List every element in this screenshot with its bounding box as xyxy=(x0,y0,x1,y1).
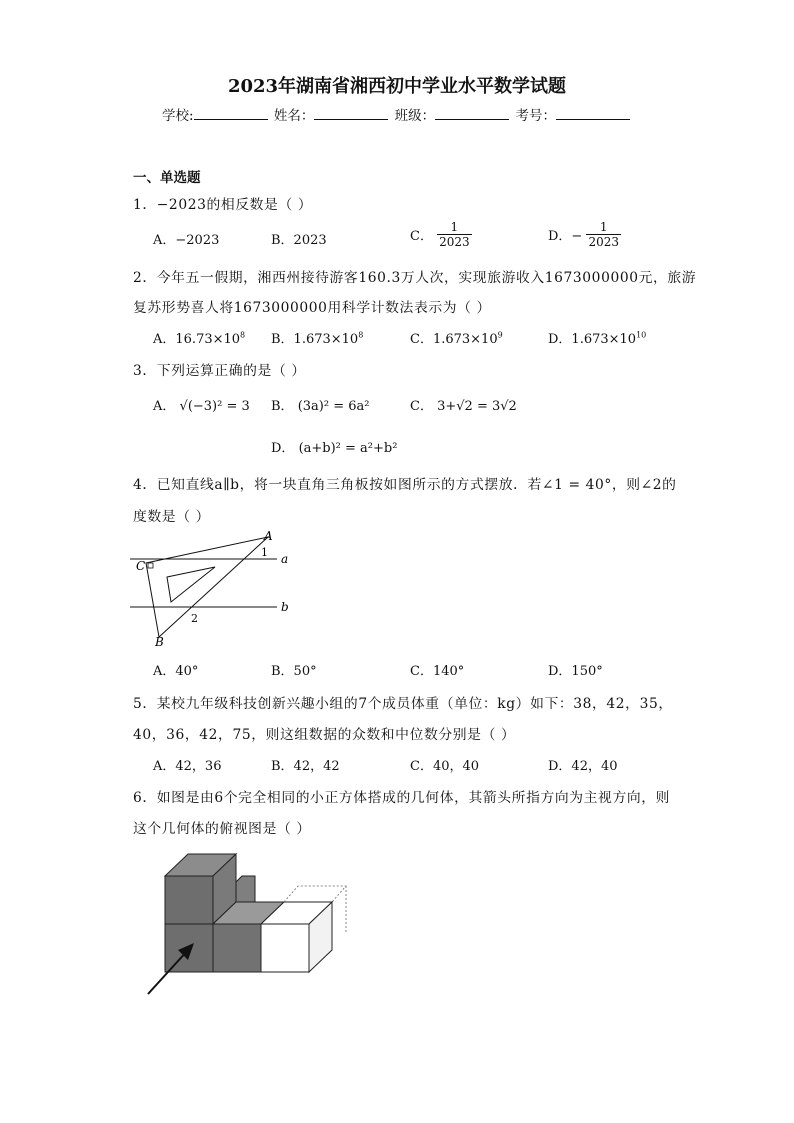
q5-option-d[interactable]: D．42，40 xyxy=(548,759,618,774)
q4-option-a[interactable]: A．40° xyxy=(153,664,199,679)
q4-option-d[interactable]: D．150° xyxy=(548,664,603,679)
q2-option-c[interactable] xyxy=(410,328,503,347)
name-label: 姓名： xyxy=(273,108,315,124)
q1-option-a[interactable]: A．−2023 xyxy=(153,233,220,248)
q1-d-numerator: 1 xyxy=(586,220,621,235)
q2-d-exp: 10 xyxy=(636,330,647,340)
student-info-line xyxy=(162,104,632,124)
q3-option-d[interactable] xyxy=(271,437,397,456)
section-heading: 一、单选题 xyxy=(133,170,201,186)
exam-no-label: 考号： xyxy=(515,108,556,124)
q3-b-expr: (3a)² = 6a² xyxy=(297,399,370,414)
page-title: 2023年湖南省湘西初中学业水平数学试题 xyxy=(227,76,567,97)
q1-c-numerator: 1 xyxy=(437,220,472,235)
q2-b-base: B．1.673×10 xyxy=(271,332,359,347)
q1-option-c[interactable] xyxy=(410,220,472,249)
triangle-outer xyxy=(146,537,268,637)
q6-cubes-figure xyxy=(140,848,350,998)
q2-b-exp: 8 xyxy=(358,330,364,340)
q4-stem-line2: 度数是（ ） xyxy=(133,509,210,525)
triangle-inner xyxy=(167,567,215,602)
class-blank[interactable] xyxy=(435,106,509,120)
name-blank[interactable] xyxy=(314,106,388,120)
q3-a-expr: √(−3)² = 3 xyxy=(179,399,250,414)
q4-option-b[interactable]: B．50° xyxy=(271,664,317,679)
q5-option-a[interactable]: A．42，36 xyxy=(153,759,222,774)
q1-option-d-prefix: D．− xyxy=(548,229,583,244)
q3-stem: 3．下列运算正确的是（ ） xyxy=(133,363,306,379)
q3-option-c[interactable] xyxy=(410,395,517,414)
q2-stem-line1: 2．今年五一假期，湘西州接待游客160.3万人次，实现旅游收入1673000000元，旅游 xyxy=(133,270,697,286)
q4-option-c[interactable]: C．140° xyxy=(410,664,465,679)
school-label: 学校: xyxy=(162,108,194,124)
q1-option-d-fraction xyxy=(586,220,621,249)
q2-a-base: A．16.73×10 xyxy=(153,332,241,347)
class-label: 班级： xyxy=(394,108,436,124)
fig-label-B: B xyxy=(155,635,164,649)
q4-stem-line1: 4．已知直线a∥b，将一块直角三角板按如图所示的方式摆放．若∠1 = 40°，则∠2的 xyxy=(133,477,677,493)
cube-white xyxy=(261,886,346,972)
exam-no-blank[interactable] xyxy=(556,106,630,120)
q1-c-denominator: 2023 xyxy=(439,235,470,249)
q1-stem: 1．−2023的相反数是（ ） xyxy=(133,197,313,213)
q5-stem-line1: 5．某校九年级科技创新兴趣小组的7个成员体重（单位：kg）如下：38，42，35， xyxy=(133,696,673,712)
q3-c-expr: 3+√2 = 3√2 xyxy=(437,399,517,414)
q1-option-c-prefix: C． xyxy=(410,229,433,244)
q5-option-c[interactable]: C．40，40 xyxy=(410,759,480,774)
q4-figure xyxy=(125,525,300,650)
q2-option-a[interactable] xyxy=(153,328,245,347)
fig-angle-1: 1 xyxy=(261,546,268,559)
q3-d-prefix: D． xyxy=(271,441,295,456)
q3-c-prefix: C． xyxy=(410,399,433,414)
q3-a-prefix: A． xyxy=(153,399,176,414)
q6-stem-line2: 这个几何体的俯视图是（ ） xyxy=(133,821,311,837)
school-blank[interactable] xyxy=(194,106,268,120)
q2-c-exp: 9 xyxy=(497,330,503,340)
fig-label-C: C xyxy=(136,559,146,573)
q2-d-base: D．1.673×10 xyxy=(548,332,637,347)
fig-angle-2: 2 xyxy=(191,612,198,625)
q1-option-b[interactable]: B．2023 xyxy=(271,233,327,248)
q6-stem-line1: 6．如图是由6个完全相同的小正方体搭成的几何体，其箭头所指方向为主视方向，则 xyxy=(133,790,671,806)
q5-option-b[interactable]: B．42，42 xyxy=(271,759,340,774)
q2-a-exp: 8 xyxy=(240,330,246,340)
q1-option-c-fraction xyxy=(437,220,472,249)
right-angle-mark xyxy=(148,563,153,568)
fig-label-a: a xyxy=(281,552,289,566)
q2-option-d[interactable] xyxy=(548,328,646,347)
q5-stem-line2: 40，36，42，75，则这组数据的众数和中位数分别是（ ） xyxy=(133,727,516,743)
q3-option-b[interactable] xyxy=(271,395,369,414)
q3-b-prefix: B． xyxy=(271,399,294,414)
q2-option-b[interactable] xyxy=(271,328,363,347)
cube-back-step xyxy=(236,876,255,902)
q3-d-expr: (a+b)² = a²+b² xyxy=(298,441,398,456)
q3-option-a[interactable] xyxy=(153,395,250,414)
q2-c-base: C．1.673×10 xyxy=(410,332,498,347)
q1-option-d[interactable] xyxy=(548,220,621,249)
q2-stem-line2: 复苏形势喜人将1673000000用科学计数法表示为（ ） xyxy=(133,300,491,316)
q1-d-denominator: 2023 xyxy=(588,235,620,249)
fig-label-A: A xyxy=(264,529,273,543)
fig-label-b: b xyxy=(281,600,289,614)
